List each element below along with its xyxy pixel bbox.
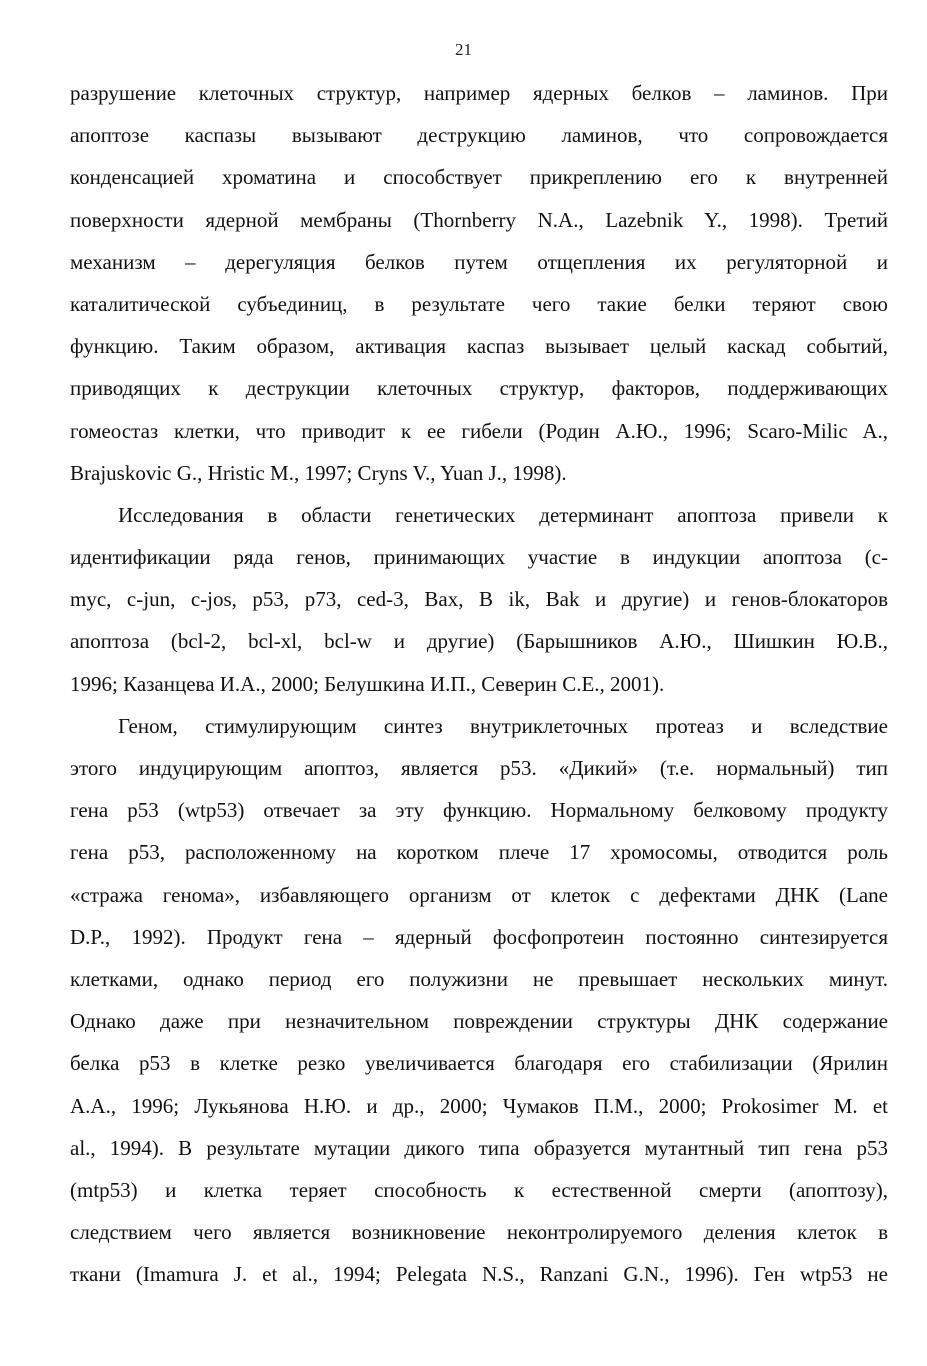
text-line: ткани (Imamura J. et al., 1994; Pelegata N.S., Ranzani G.N., 1996). Ген wtp53 не <box>70 1262 888 1287</box>
text-line: функцию. Таким образом, активация каспаз вызывает целый каскад событий, <box>70 334 888 359</box>
text-line: клетками, однако период его полужизни не превышает нескольких минут. <box>70 966 888 991</box>
text-line: апоптоза (bcl-2, bcl-xl, bcl-w и другие) (Барышников А.Ю., Шишкин Ю.В., <box>70 629 888 654</box>
text-line: 1996; Казанцева И.А., 2000; Белушкина И.П., Северин С.Е., 2001). <box>70 671 665 696</box>
text-line: апоптозе каспазы вызывают деструкцию ламинов, что сопровождается <box>70 123 888 148</box>
page-number: 21 <box>455 40 472 59</box>
text-line: Геном, стимулирующим синтез внутриклеточных протеаз и вследствие <box>118 713 888 738</box>
text-line: al., 1994). В результате мутации дикого типа образуется мутантный тип гена p53 <box>70 1135 888 1160</box>
text-line: myc, c-jun, c-jos, p53, p73, ced-3, Bax, B ik, Bak и другие) и генов-блокаторов <box>70 587 888 612</box>
text-line: «стража генома», избавляющего организм от клеток с дефектами ДНК (Lane <box>70 882 888 907</box>
text-line: этого индуцирующим апоптоз, является p53. «Дикий» (т.е. нормальный) тип <box>70 756 888 780</box>
text-line: гомеостаз клетки, что приводит к ее гибели (Родин А.Ю., 1996; Scaro-Milic A., <box>70 418 888 443</box>
text-line: механизм – дерегуляция белков путем отщепления их регуляторной и <box>70 249 888 274</box>
text-line: Исследования в области генетических детерминант апоптоза привели к <box>118 502 888 527</box>
paragraph <box>70 705 888 1296</box>
text-line: Brajuskovic G., Hristic M., 1997; Cryns V., Yuan J., 1998). <box>70 460 567 485</box>
text-line: каталитической субъединиц, в результате чего такие белки теряют свою <box>70 291 888 316</box>
text-line: гена p53 (wtp53) отвечает за эту функцию. Нормальному белковому продукту <box>70 798 888 823</box>
text-line: приводящих к деструкции клеточных структур, факторов, поддерживающих <box>70 376 888 401</box>
text-line: (mtp53) и клетка теряет способность к естественной смерти (апоптозу), <box>70 1177 888 1202</box>
text-line: следствием чего является возникновение неконтролируемого деления клеток в <box>70 1220 888 1245</box>
text-line: конденсацией хроматина и способствует прикреплению его к внутренней <box>70 165 888 190</box>
text-line: белка p53 в клетке резко увеличивается благодаря его стабилизации (Ярилин <box>70 1051 888 1076</box>
text-line: Однако даже при незначительном повреждении структуры ДНК содержание <box>70 1009 888 1034</box>
text-line: поверхности ядерной мембраны (Thornberry N.A., Lazebnik Y., 1998). Третий <box>70 207 888 232</box>
text-line: D.P., 1992). Продукт гена – ядерный фосфопротеин постоянно синтезируется <box>70 924 888 949</box>
text-line: А.А., 1996; Лукьянова Н.Ю. и др., 2000; Чумаков П.М., 2000; Prokosimer M. et <box>70 1093 888 1118</box>
text-line: идентификации ряда генов, принимающих участие в индукции апоптоза (c- <box>70 545 888 570</box>
paragraph <box>70 494 888 705</box>
text-line: гена p53, расположенному на коротком плече 17 хромосомы, отводится роль <box>70 840 888 865</box>
document-body <box>70 72 888 1295</box>
paragraph <box>70 72 888 494</box>
text-line: разрушение клеточных структур, например ядерных белков – ламинов. При <box>70 81 888 105</box>
